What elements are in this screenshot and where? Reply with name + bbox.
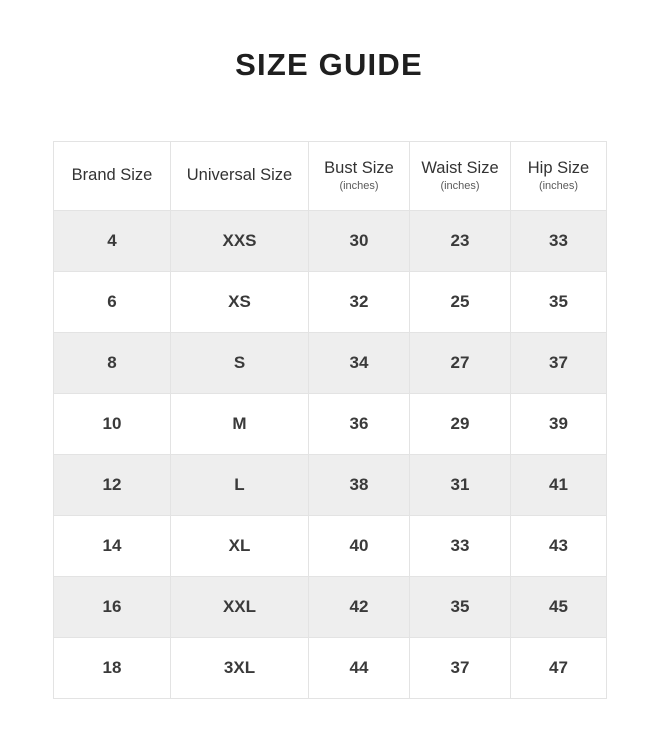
cell-hip-size: 35: [511, 272, 607, 333]
cell-waist-size: 37: [410, 638, 511, 699]
cell-bust-size: 30: [309, 211, 410, 272]
column-header-label: Universal Size: [186, 165, 293, 184]
cell-bust-size: 34: [309, 333, 410, 394]
cell-waist-size: 33: [410, 516, 511, 577]
cell-waist-size: 31: [410, 455, 511, 516]
cell-bust-size: 38: [309, 455, 410, 516]
cell-bust-size: 36: [309, 394, 410, 455]
table-row: [54, 211, 607, 272]
table-row: [54, 577, 607, 638]
cell-hip-size: 41: [511, 455, 607, 516]
cell-brand-size: 4: [54, 211, 171, 272]
table-body: [54, 211, 607, 699]
cell-waist-size: 23: [410, 211, 511, 272]
column-header-unit: (inches): [440, 180, 480, 193]
cell-waist-size: 35: [410, 577, 511, 638]
column-header-bust-size: [309, 142, 410, 211]
cell-bust-size: 42: [309, 577, 410, 638]
column-header-label: Waist Size: [421, 158, 499, 177]
table-header-row: [54, 142, 607, 211]
table-header: [54, 142, 607, 211]
table-row: [54, 516, 607, 577]
size-guide-table: [53, 141, 607, 699]
column-header-hip-size: [511, 142, 607, 211]
column-header-label: Brand Size: [71, 165, 153, 184]
cell-universal-size: XS: [171, 272, 309, 333]
table-row: [54, 272, 607, 333]
table-row: [54, 394, 607, 455]
cell-bust-size: 44: [309, 638, 410, 699]
cell-universal-size: XL: [171, 516, 309, 577]
column-header-label: Hip Size: [527, 158, 590, 177]
cell-brand-size: 12: [54, 455, 171, 516]
size-guide-table-container: [53, 141, 606, 699]
column-header-brand-size: [54, 142, 171, 211]
cell-waist-size: 27: [410, 333, 511, 394]
column-header-unit: (inches): [339, 180, 379, 193]
cell-universal-size: XXL: [171, 577, 309, 638]
cell-bust-size: 40: [309, 516, 410, 577]
cell-universal-size: L: [171, 455, 309, 516]
cell-hip-size: 45: [511, 577, 607, 638]
cell-brand-size: 18: [54, 638, 171, 699]
cell-brand-size: 14: [54, 516, 171, 577]
cell-hip-size: 37: [511, 333, 607, 394]
table-row: [54, 638, 607, 699]
cell-brand-size: 10: [54, 394, 171, 455]
cell-universal-size: 3XL: [171, 638, 309, 699]
column-header-waist-size: [410, 142, 511, 211]
cell-waist-size: 29: [410, 394, 511, 455]
cell-hip-size: 43: [511, 516, 607, 577]
table-row: [54, 333, 607, 394]
table-row: [54, 455, 607, 516]
cell-hip-size: 47: [511, 638, 607, 699]
cell-brand-size: 16: [54, 577, 171, 638]
page-title: SIZE GUIDE: [235, 47, 423, 82]
cell-brand-size: 8: [54, 333, 171, 394]
cell-hip-size: 39: [511, 394, 607, 455]
cell-universal-size: S: [171, 333, 309, 394]
cell-waist-size: 25: [410, 272, 511, 333]
cell-hip-size: 33: [511, 211, 607, 272]
column-header-universal-size: [171, 142, 309, 211]
column-header-label: Bust Size: [324, 158, 394, 177]
column-header-unit: (inches): [538, 180, 579, 193]
cell-bust-size: 32: [309, 272, 410, 333]
cell-brand-size: 6: [54, 272, 171, 333]
cell-universal-size: XXS: [171, 211, 309, 272]
cell-universal-size: M: [171, 394, 309, 455]
